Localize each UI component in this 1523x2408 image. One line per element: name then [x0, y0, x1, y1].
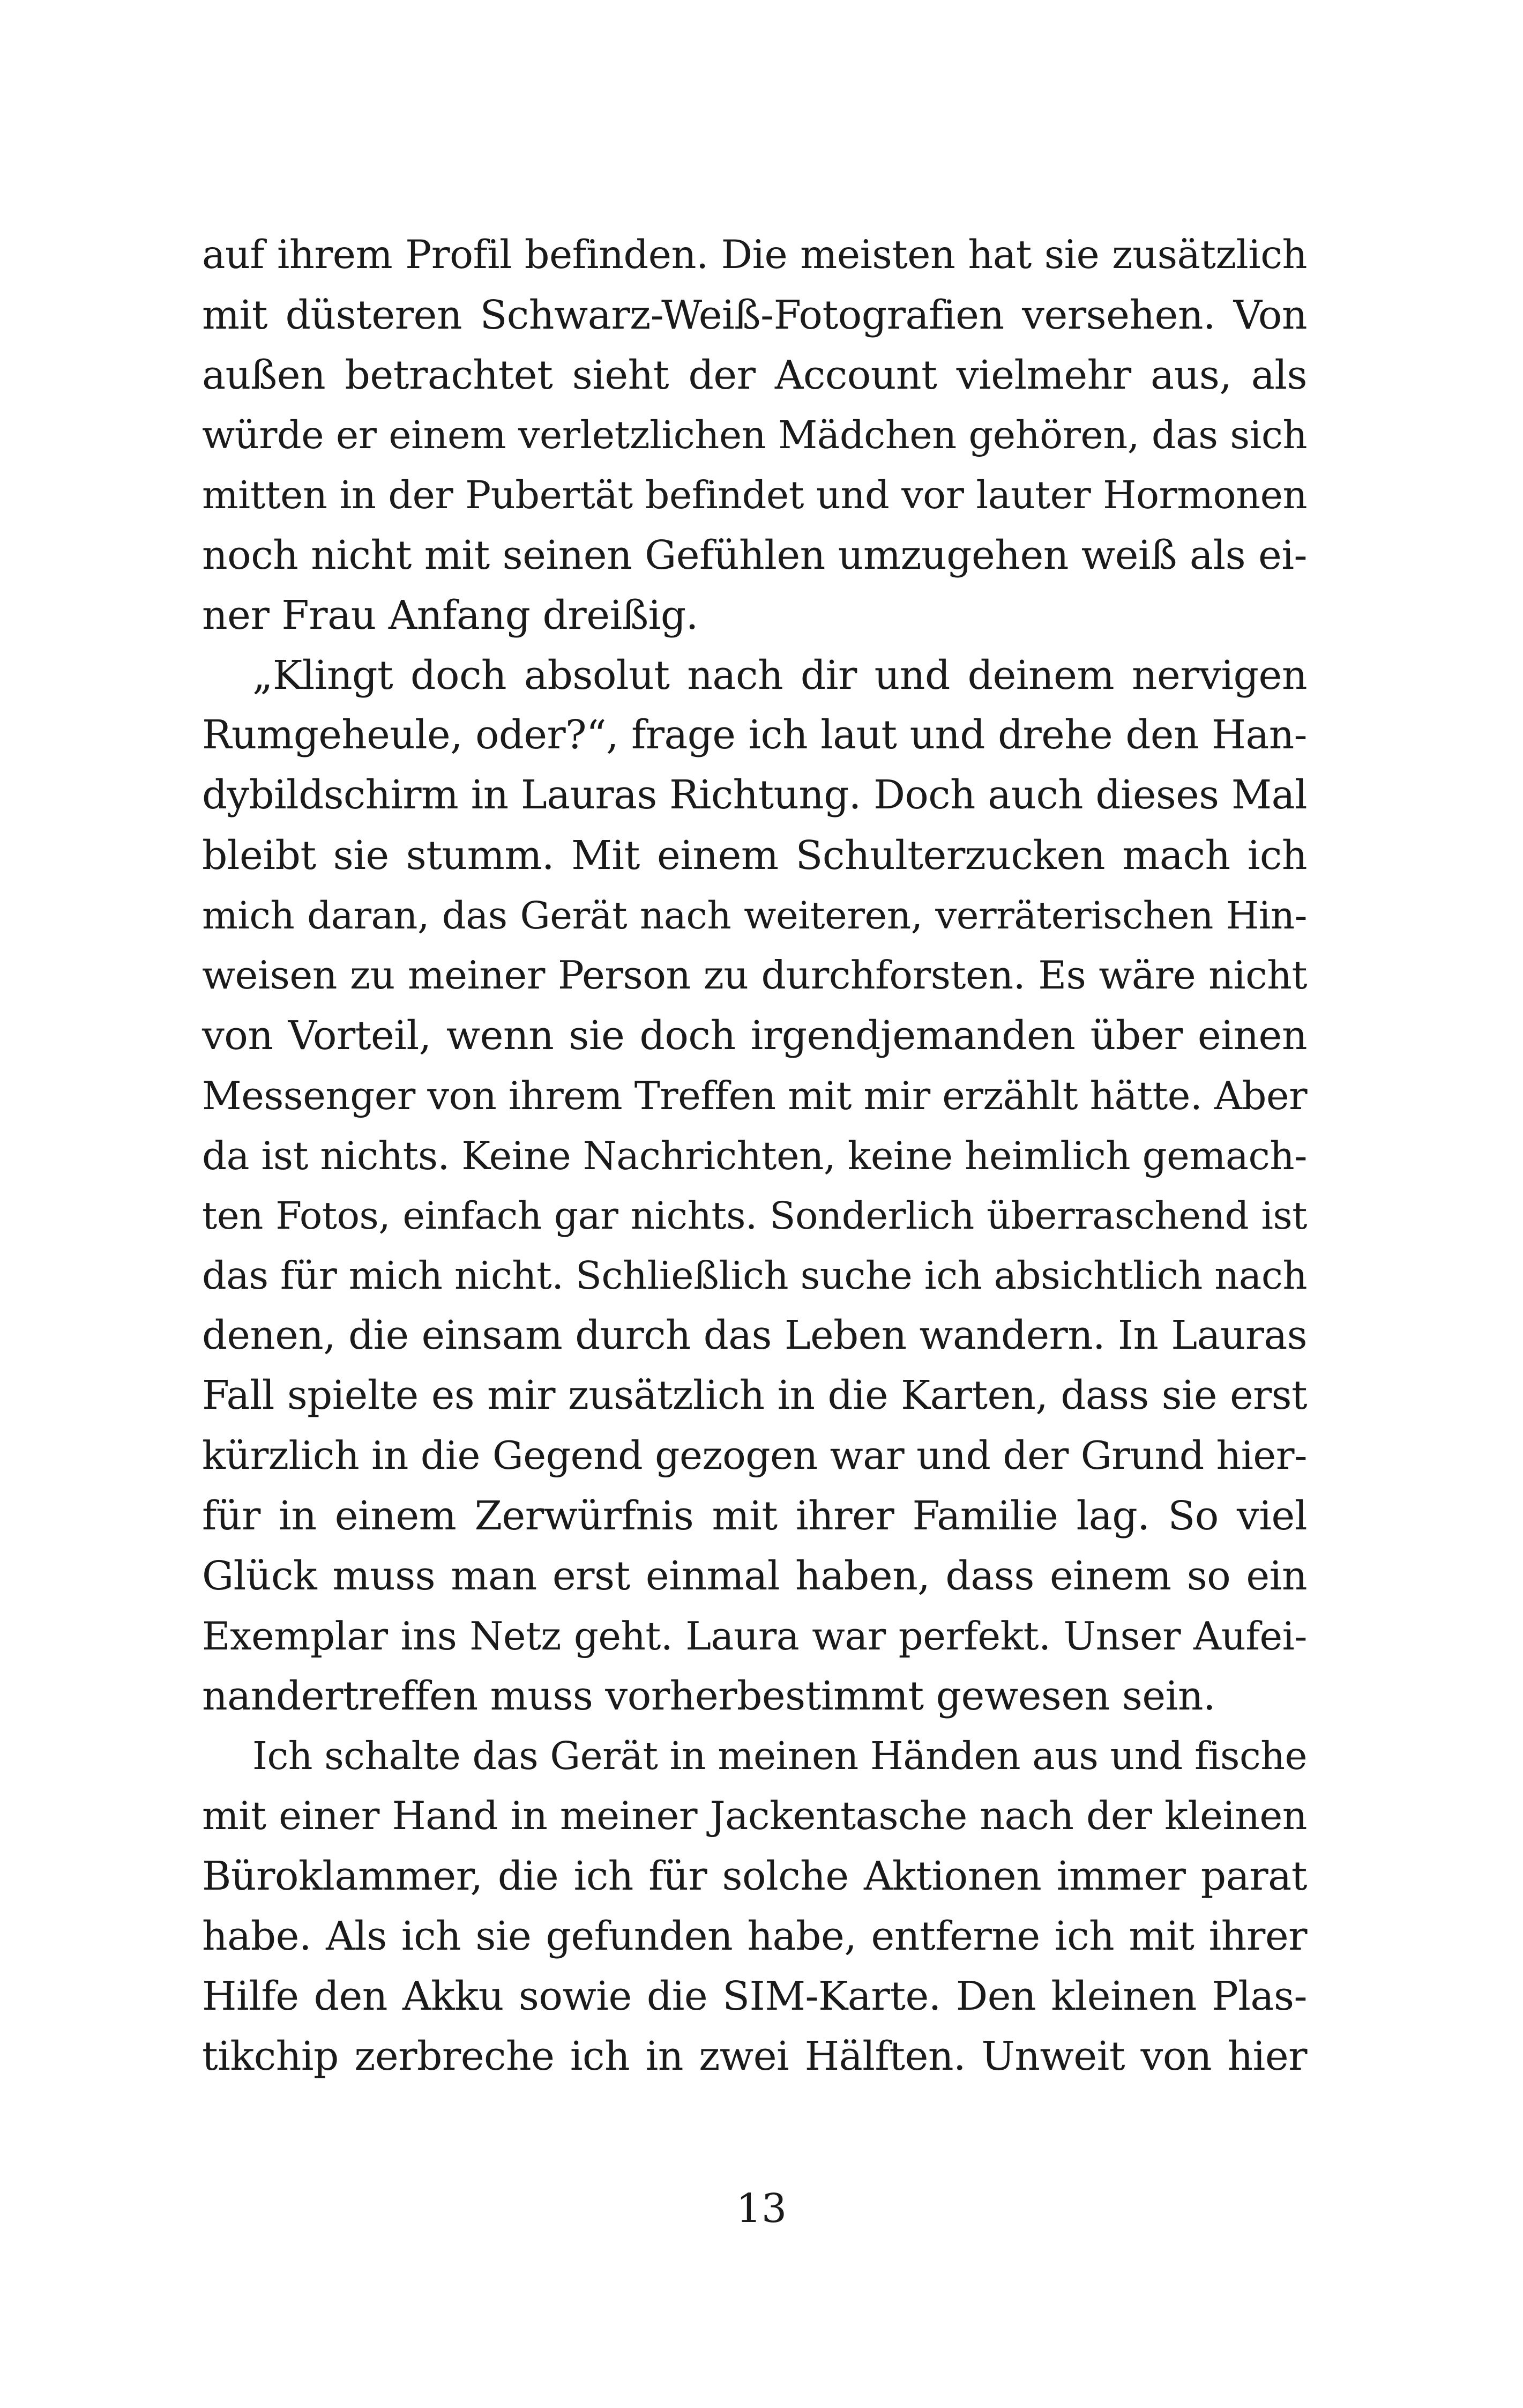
text-line: bleibt sie stumm. Mit einem Schulterzucken mach ich [202, 833, 1307, 879]
text-line: Rumgeheule, oder?“, frage ich laut und drehe den Han- [202, 712, 1307, 758]
text-line: das für mich nicht. Schließlich suche ich absichtlich nach [202, 1253, 1307, 1298]
text-line: Messenger von ihrem Treffen mit mir erzählt hätte. Aber [202, 1073, 1307, 1118]
page-number: 13 [736, 2186, 787, 2232]
text-line: Hilfe den Akku sowie die SIM-Karte. Den kleinen Plas- [202, 1973, 1307, 2019]
text-line: außen betrachtet sieht der Account vielmehr aus, als [202, 352, 1307, 398]
text-line: von Vorteil, wenn sie doch irgendjemanden über einen [202, 1013, 1307, 1059]
text-line: kürzlich in die Gegend gezogen war und der Grund hier- [202, 1433, 1307, 1478]
body-text [202, 225, 1307, 2086]
text-line: tikchip zerbreche ich in zwei Hälften. Unweit von hier [202, 2033, 1307, 2079]
text-line: mit düsteren Schwarz-Weiß-Fotografien versehen. Von [202, 292, 1307, 338]
text-line: habe. Als ich sie gefunden habe, entferne ich mit ihrer [202, 1913, 1307, 1959]
text-line: mit einer Hand in meiner Jackentasche nach der kleinen [202, 1794, 1307, 1839]
text-line: dybildschirm in Lauras Richtung. Doch auch dieses Mal [202, 772, 1307, 818]
text-line: Glück muss man erst einmal haben, dass einem so ein [202, 1553, 1307, 1599]
text-line: mitten in der Pubertät befindet und vor lauter Hormonen [202, 473, 1307, 517]
text-line: Ich schalte das Gerät in meinen Händen aus und fische [252, 1734, 1307, 1778]
text-line: ner Frau Anfang dreißig. [202, 592, 698, 638]
text-line: auf ihrem Profil befinden. Die meisten hat sie zusätzlich [202, 232, 1307, 278]
paragraph [202, 225, 1307, 645]
text-line: noch nicht mit seinen Gefühlen umzugehen weiß als ei- [202, 532, 1307, 578]
text-line: Exemplar ins Netz geht. Laura war perfekt. Unser Aufei- [202, 1614, 1307, 1659]
text-line: denen, die einsam durch das Leben wandern. In Lauras [202, 1313, 1307, 1358]
text-line: ten Fotos, einfach gar nichts. Sonderlich überraschend ist [202, 1194, 1307, 1238]
text-line: nandertreffen muss vorherbestimmt gewesen sein. [202, 1673, 1215, 1719]
paragraph [202, 1726, 1307, 2086]
text-line: Fall spielte es mir zusätzlich in die Karten, dass sie erst [202, 1373, 1307, 1418]
paragraph [202, 645, 1307, 1726]
text-line: Büroklammer, die ich für solche Aktionen immer parat [202, 1853, 1307, 1899]
text-line: für in einem Zerwürfnis mit ihrer Familie lag. So viel [202, 1493, 1307, 1539]
text-line: weisen zu meiner Person zu durchforsten. Es wäre nicht [202, 953, 1307, 998]
text-line: würde er einem verletzlichen Mädchen gehören, das sich [202, 413, 1307, 457]
text-line: da ist nichts. Keine Nachrichten, keine heimlich gemach- [202, 1133, 1307, 1178]
text-line: „Klingt doch absolut nach dir und deinem nervigen [252, 652, 1307, 698]
text-line: mich daran, das Gerät nach weiteren, verräterischen Hin- [202, 894, 1307, 938]
